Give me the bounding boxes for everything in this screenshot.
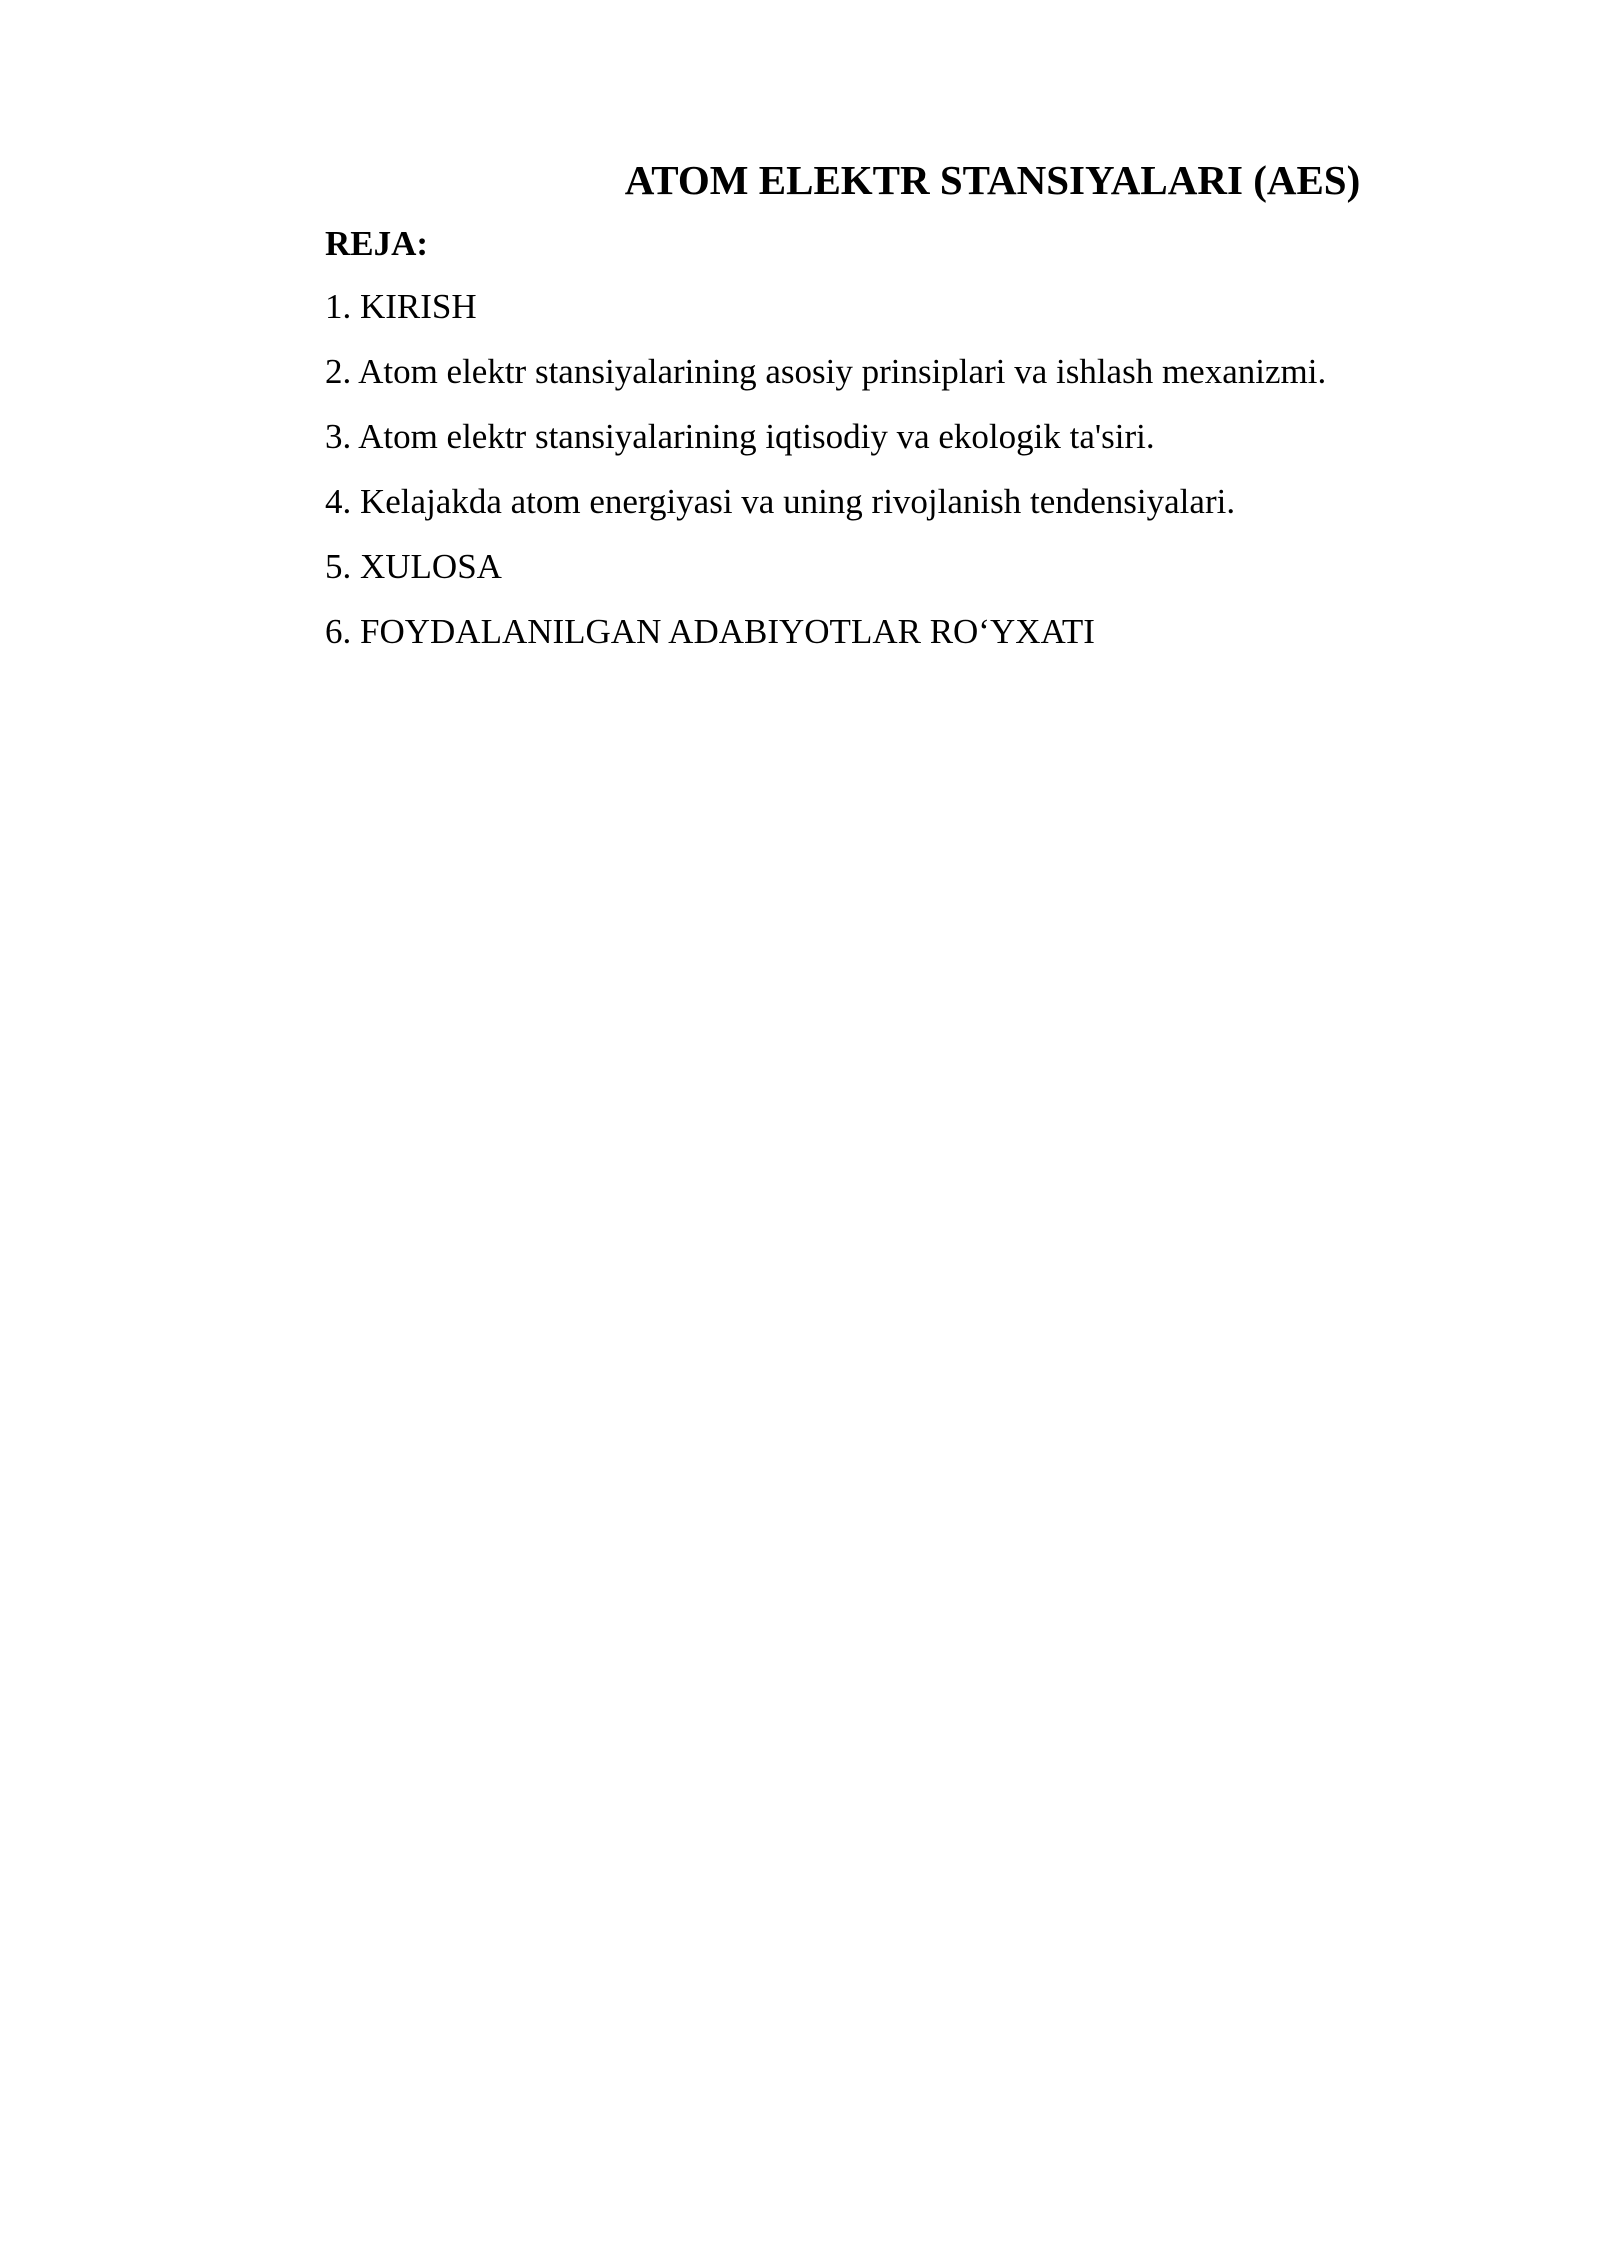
page-content <box>325 150 1485 664</box>
plan-item-introduction: 1. KIRISH <box>325 287 477 326</box>
plan-item-future: 4. Kelajakda atom energiyasi va uning rivojlanish tendensiyalari. <box>325 482 1236 521</box>
plan-item-impact: 3. Atom elektr stansiyalarining iqtisodiy va ekologik ta'siri. <box>325 417 1155 456</box>
plan-list <box>325 274 1485 664</box>
plan-item-conclusion: 5. XULOSA <box>325 547 502 586</box>
plan-heading: REJA: <box>325 224 429 263</box>
page-title: ATOM ELEKTR STANSIYALARI (AES) <box>624 157 1361 203</box>
plan-item-references: 6. FOYDALANILGAN ADABIYOTLAR RO‘YXATI <box>325 612 1095 651</box>
plan-item-principles: 2. Atom elektr stansiyalarining asosiy prinsiplari va ishlash mexanizmi. <box>325 352 1327 391</box>
